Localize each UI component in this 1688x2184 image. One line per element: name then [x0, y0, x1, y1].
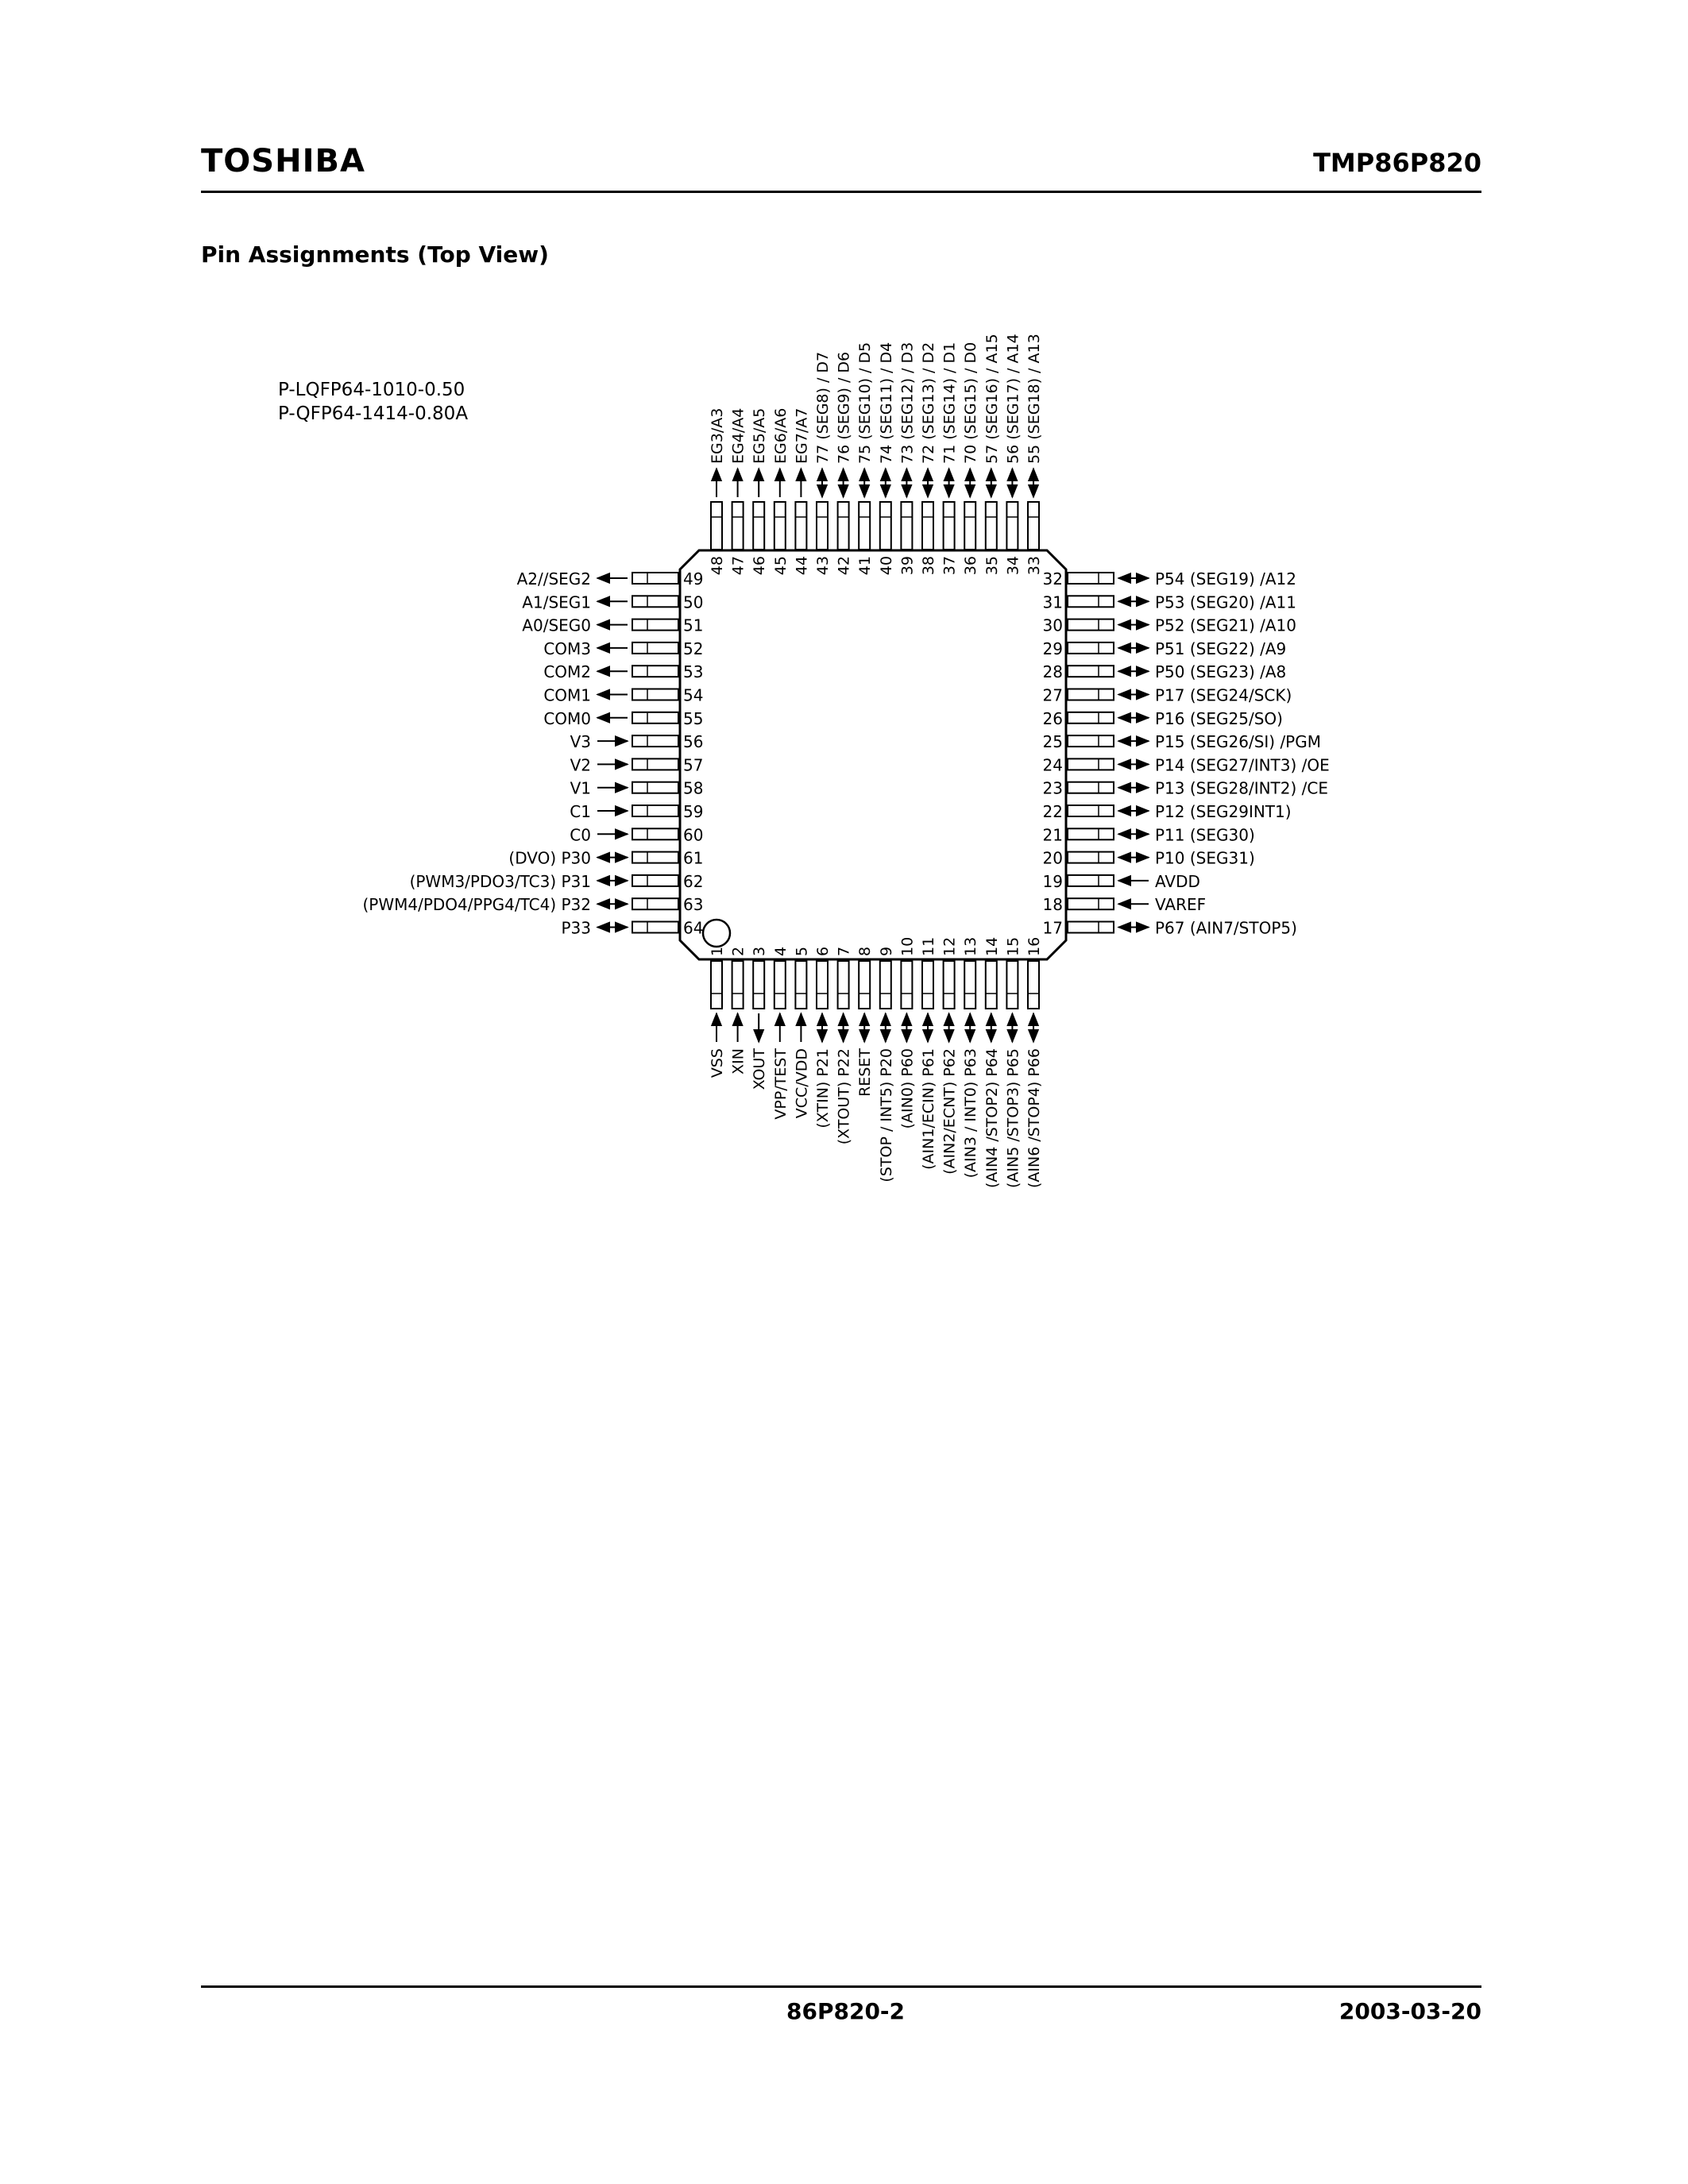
pin-top-41: [856, 342, 874, 575]
pin-number: 45: [771, 556, 790, 576]
pin-label: EG5/A5: [751, 407, 769, 464]
pin-lead: [711, 502, 722, 550]
pin-lead: [880, 502, 891, 550]
pin-lead: [1068, 898, 1114, 909]
pin-label: P67 (AIN7/STOP5): [1155, 918, 1297, 938]
pin-top-37: [941, 342, 959, 575]
pin-label: P52 (SEG21) /A10: [1155, 615, 1296, 635]
pin-lead: [1068, 712, 1114, 723]
pin-number: 38: [920, 556, 937, 576]
pin-label: (AIN6 /STOP4) P66: [1026, 1048, 1043, 1189]
pin-number: 39: [898, 556, 917, 576]
pin-right-27: [1043, 686, 1292, 705]
pin-right-23: [1043, 779, 1328, 798]
pin-label: COM1: [543, 685, 591, 705]
pin-lead: [1068, 875, 1114, 886]
pin-label: 73 (SEG12) / D3: [898, 341, 917, 464]
pin-label: 55 (SEG18) / A13: [1026, 334, 1043, 464]
pin-label: (DVO) P30: [508, 848, 591, 868]
pin-right-28: [1043, 662, 1287, 681]
pin-label: (AIN0) P60: [898, 1048, 917, 1129]
pin-number: 52: [683, 639, 704, 658]
pin1-marker: [703, 920, 730, 947]
pin-number: 22: [1042, 802, 1063, 821]
pin-number: 7: [835, 946, 853, 956]
pin-top-39: [898, 342, 916, 575]
pin-number: 10: [898, 936, 917, 956]
pin-label: P50 (SEG23) /A8: [1155, 662, 1287, 682]
pin-lead: [901, 502, 912, 550]
pin-number: 8: [856, 946, 875, 956]
pin-label: EG6/A6: [771, 407, 790, 464]
pin-number: 36: [962, 556, 980, 576]
pin-label: P15 (SEG26/SI) /PGM: [1155, 732, 1321, 752]
pin-label: P14 (SEG27/INT3) /OE: [1155, 755, 1330, 775]
package-name: P-QFP64-1414-0.80A: [278, 403, 469, 424]
pin-left-62: [410, 872, 704, 891]
pin-lead: [986, 502, 997, 550]
pin-bottom-4: [772, 947, 790, 1120]
pin-lead: [1068, 805, 1114, 816]
pin-lead: [1068, 735, 1114, 747]
pin-lead: [632, 782, 678, 793]
pin-number: 19: [1042, 871, 1063, 891]
pin-number: 31: [1042, 592, 1063, 612]
pins-layer: [362, 334, 1329, 1188]
pin-number: 13: [962, 936, 980, 956]
pin-right-20: [1043, 849, 1255, 868]
pin-bottom-13: [962, 937, 979, 1179]
pin-lead: [774, 961, 786, 1009]
pin-lead: [632, 805, 678, 816]
pin-number: 1: [709, 946, 726, 956]
brand-logo: TOSHIBA: [201, 143, 365, 179]
pin-number: 63: [683, 895, 704, 915]
pin-label: 75 (SEG10) / D5: [856, 341, 875, 464]
pin-lead: [922, 502, 933, 550]
pin-lead: [774, 502, 786, 550]
pin-lead: [1068, 852, 1114, 863]
footer-date: 2003-03-20: [1338, 1998, 1481, 2024]
pin-label: P17 (SEG24/SCK): [1155, 685, 1292, 705]
pin-lead: [1068, 689, 1114, 700]
pin-label: (PWM4/PDO4/PPG4/TC4) P32: [362, 895, 591, 915]
pin-left-49: [517, 569, 704, 588]
pin-label: P13 (SEG28/INT2) /CE: [1155, 778, 1328, 798]
pin-lead: [880, 961, 891, 1009]
pin-lead: [795, 961, 806, 1009]
pin-label: EG4/A4: [729, 407, 747, 464]
pin-number: 55: [683, 708, 704, 728]
pin-label: 56 (SEG17) / A14: [1004, 334, 1022, 464]
pin-lead: [1068, 922, 1114, 933]
pin-label: EG3/A3: [709, 407, 726, 464]
pin-lead: [838, 961, 849, 1009]
pin-label: 74 (SEG11) / D4: [877, 341, 895, 464]
pin-lead: [1028, 961, 1039, 1009]
pin-number: 42: [835, 556, 853, 576]
pin-label: C1: [570, 802, 591, 821]
pin-top-42: [836, 352, 853, 575]
pin-bottom-16: [1026, 937, 1043, 1188]
pin-lead: [1068, 828, 1114, 839]
pin-label: (AIN3 / INT0) P63: [962, 1048, 980, 1179]
pin-right-29: [1043, 639, 1287, 658]
pin-lead: [753, 502, 764, 550]
pin-lead: [1006, 961, 1018, 1009]
pin-number: 51: [683, 615, 704, 635]
pin-number: 20: [1042, 848, 1063, 868]
pin-label: P51 (SEG22) /A9: [1155, 639, 1287, 658]
pin-left-58: [570, 779, 704, 798]
pin-label: 57 (SEG16) / A15: [983, 334, 1001, 464]
pin-label: C0: [570, 825, 591, 845]
section-title: Pin Assignments (Top View): [201, 241, 549, 268]
pin-lead: [632, 619, 678, 631]
pin-lead: [817, 502, 828, 550]
pin-label: 77 (SEG8) / D7: [814, 351, 832, 464]
pin-number: 5: [793, 946, 811, 956]
pin-number: 18: [1042, 895, 1063, 915]
pin-number: 25: [1042, 732, 1063, 752]
pin-number: 2: [729, 946, 747, 956]
pin-right-17: [1043, 919, 1297, 938]
pin-label: VSS: [709, 1048, 726, 1078]
pin-lead: [859, 502, 870, 550]
pin-top-33: [1026, 334, 1043, 575]
pin-lead: [1006, 502, 1018, 550]
pin-number: 15: [1004, 936, 1022, 956]
pin-lead: [632, 666, 678, 677]
pin-lead: [1068, 596, 1114, 607]
pin-lead: [1068, 782, 1114, 793]
pin-right-24: [1043, 755, 1330, 774]
pin-left-60: [570, 825, 703, 844]
pin-label: (AIN5 /STOP3) P65: [1004, 1048, 1022, 1189]
pin-bottom-1: [709, 947, 726, 1078]
pin-lead: [795, 502, 806, 550]
pin-label: VPP/TEST: [771, 1048, 790, 1120]
pin-bottom-10: [898, 937, 916, 1129]
pin-number: 40: [877, 556, 895, 576]
pin-number: 29: [1042, 639, 1063, 658]
pin-left-59: [570, 802, 703, 821]
pin-lead: [632, 573, 678, 584]
pin-lead: [732, 961, 744, 1009]
pin-number: 17: [1042, 918, 1063, 938]
pin-lead: [753, 961, 764, 1009]
pin-bottom-14: [983, 937, 1001, 1188]
pin-label: (AIN1/ECIN) P61: [920, 1048, 937, 1170]
pin-label: V1: [570, 778, 591, 798]
pin-right-21: [1043, 825, 1255, 844]
pin-lead: [632, 852, 678, 863]
pin-right-22: [1043, 802, 1292, 821]
pin-lead: [964, 961, 975, 1009]
pin-left-50: [522, 592, 703, 612]
pin-label: 72 (SEG13) / D2: [920, 341, 937, 464]
pin-number: 16: [1026, 936, 1043, 956]
pin-number: 21: [1042, 825, 1063, 845]
pin-number: 12: [941, 936, 959, 956]
pin-label: 76 (SEG9) / D6: [835, 351, 853, 464]
pin-right-31: [1043, 592, 1296, 612]
pin-bottom-2: [730, 947, 747, 1075]
pin-label: A2//SEG2: [516, 569, 591, 588]
pin-label: P10 (SEG31): [1155, 848, 1255, 868]
pin-label: (AIN2/ECNT) P62: [941, 1048, 959, 1175]
pin-number: 33: [1026, 556, 1043, 576]
part-number: TMP86P820: [1313, 148, 1481, 178]
pin-number: 35: [983, 556, 1001, 576]
pin-label: P12 (SEG29INT1): [1155, 802, 1292, 821]
pin-number: 49: [683, 569, 704, 588]
pin-label: 71 (SEG14) / D1: [941, 341, 959, 464]
pin-number: 56: [683, 732, 704, 752]
pin-number: 23: [1042, 778, 1063, 798]
pin-number: 14: [983, 936, 1001, 956]
pin-label: (PWM3/PDO3/TC3) P31: [409, 871, 591, 891]
pin-number: 53: [683, 662, 704, 682]
pin-number: 30: [1042, 615, 1063, 635]
pin-label: VAREF: [1155, 895, 1207, 915]
pin-label: P53 (SEG20) /A11: [1155, 592, 1296, 612]
pin-number: 3: [751, 946, 769, 956]
pin-number: 57: [683, 755, 704, 775]
pin-label: V3: [570, 732, 591, 752]
pin-label: P16 (SEG25/SO): [1155, 708, 1283, 728]
pin-top-35: [983, 334, 1001, 575]
pin-number: 27: [1042, 685, 1063, 705]
pin-bottom-15: [1004, 937, 1022, 1188]
pin-number: 32: [1042, 569, 1063, 588]
pin-lead: [838, 502, 849, 550]
pin-label: (XTIN) P21: [814, 1048, 832, 1129]
pin-bottom-3: [751, 947, 768, 1090]
doc-id: 86P820-2: [786, 1998, 906, 2024]
pin-lead: [732, 502, 744, 550]
chip-package-outline: [680, 550, 1066, 959]
pin-label: V2: [570, 755, 591, 775]
pin-label: A1/SEG1: [522, 592, 591, 612]
pin-lead: [632, 642, 678, 654]
pin-lead: [632, 689, 678, 700]
pin-number: 47: [729, 556, 747, 576]
pin-number: 50: [683, 592, 704, 612]
pin-label: COM3: [543, 639, 591, 658]
pin-lead: [632, 898, 678, 909]
pin-lead: [632, 875, 678, 886]
pin-number: 48: [709, 556, 726, 576]
pin-label: P33: [561, 918, 591, 938]
pin-label: XIN: [729, 1048, 747, 1075]
pin-lead: [964, 502, 975, 550]
pin-number: 26: [1042, 708, 1063, 728]
pin-label: VCC/VDD: [793, 1048, 811, 1119]
pin-bottom-8: [856, 947, 874, 1097]
pin-lead: [632, 758, 678, 770]
pin-lead: [632, 735, 678, 747]
pin-lead: [817, 961, 828, 1009]
pin-lead: [632, 828, 678, 839]
pin-bottom-6: [814, 947, 832, 1129]
pin-number: 11: [920, 936, 937, 956]
pin-lead: [1068, 666, 1114, 677]
pin-lead: [859, 961, 870, 1009]
pin-bottom-12: [941, 937, 959, 1175]
pin-left-63: [362, 895, 703, 914]
pin-top-34: [1004, 334, 1022, 575]
pin-top-40: [878, 342, 895, 575]
pin-number: 24: [1042, 755, 1063, 775]
pin-number: 9: [877, 946, 895, 956]
pin-label: RESET: [856, 1048, 875, 1097]
pin-number: 60: [683, 825, 704, 845]
pin-lead: [632, 712, 678, 723]
pin-label: P54 (SEG19) /A12: [1155, 569, 1296, 588]
pin-left-51: [522, 616, 703, 635]
pin-number: 54: [683, 685, 704, 705]
pin-label: AVDD: [1155, 871, 1200, 891]
pin-number: 44: [793, 556, 811, 576]
pin-right-32: [1043, 569, 1296, 588]
pin-number: 6: [814, 946, 832, 956]
pin-right-25: [1043, 732, 1321, 751]
pin-number: 46: [751, 556, 769, 576]
pin-number: 61: [683, 848, 704, 868]
pin-left-57: [570, 755, 704, 774]
pin-lead: [1068, 642, 1114, 654]
pin-bottom-11: [920, 937, 937, 1170]
pin-lead: [1068, 619, 1114, 631]
pin-left-56: [570, 732, 704, 751]
pin-top-38: [920, 342, 937, 575]
pin-lead: [711, 961, 722, 1009]
pin-lead: [922, 961, 933, 1009]
pin-top-36: [962, 342, 979, 575]
pin-lead: [944, 961, 955, 1009]
pin-bottom-9: [878, 947, 895, 1183]
pin-label: COM2: [543, 662, 591, 682]
pin-lead: [1068, 758, 1114, 770]
pin-label: 70 (SEG15) / D0: [962, 341, 980, 464]
pin-number: 59: [683, 802, 704, 821]
pin-lead: [901, 961, 912, 1009]
pin-bottom-7: [836, 947, 853, 1144]
pin-label: P11 (SEG30): [1155, 825, 1255, 845]
pin-label: XOUT: [751, 1048, 769, 1090]
pin-left-64: [561, 919, 703, 938]
pin-number: 37: [941, 556, 959, 576]
pin-label: (XTOUT) P22: [835, 1048, 853, 1145]
pin-right-30: [1043, 616, 1296, 635]
pin-right-26: [1043, 709, 1283, 728]
pin-number: 43: [814, 556, 832, 576]
pin-number: 28: [1042, 662, 1063, 682]
pin-top-43: [814, 352, 832, 575]
pin-number: 64: [683, 918, 704, 938]
pin-label: A0/SEG0: [522, 615, 591, 635]
pin-lead: [986, 961, 997, 1009]
pin-lead: [1068, 573, 1114, 584]
pin-number: 4: [771, 946, 790, 956]
pin-left-61: [508, 849, 703, 868]
pin-label: EG7/A7: [793, 407, 811, 464]
pin-number: 34: [1004, 556, 1022, 576]
pin-label: (AIN4 /STOP2) P64: [983, 1048, 1001, 1189]
footer-rule: [201, 1985, 1481, 1988]
package-name: P-LQFP64-1010-0.50: [278, 380, 465, 400]
pin-bottom-5: [793, 947, 810, 1118]
pin-number: 41: [856, 556, 875, 576]
pin-lead: [632, 596, 678, 607]
pin-lead: [1028, 502, 1039, 550]
pin-label: COM0: [543, 708, 591, 728]
pin-lead: [632, 922, 678, 933]
pin-number: 62: [683, 871, 704, 891]
pin-lead: [944, 502, 955, 550]
pin-label: (STOP / INT5) P20: [877, 1048, 895, 1183]
pin-number: 58: [683, 778, 704, 798]
